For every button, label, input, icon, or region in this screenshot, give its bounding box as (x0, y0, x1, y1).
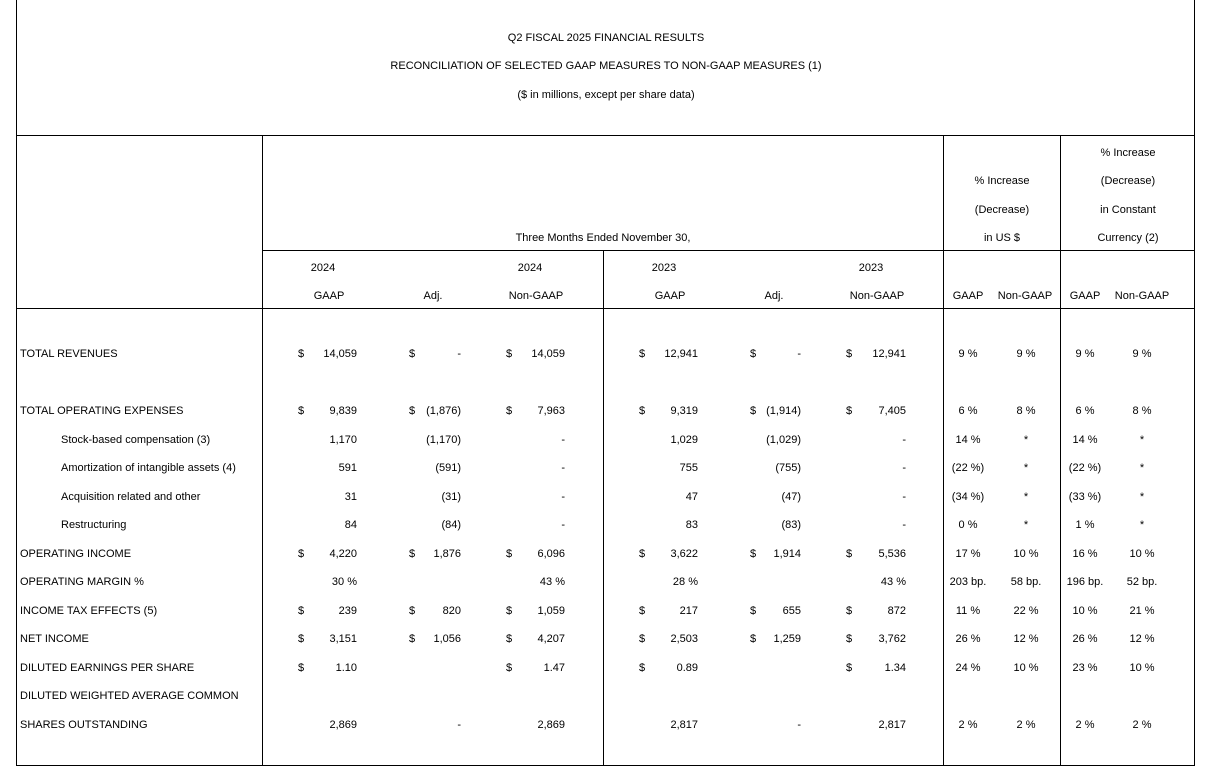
currency-symbol: $ (298, 348, 305, 360)
table-cell: 9 % (1075, 348, 1095, 360)
currency-symbol: $ (298, 605, 305, 617)
table-cell: - (457, 719, 461, 731)
table-cell: (33 %) (1068, 491, 1102, 503)
table-cell: - (797, 719, 801, 731)
table-cell: 8 % (1016, 405, 1036, 417)
table-cell: 30 % (331, 576, 357, 588)
table-cell: - (797, 348, 801, 360)
table-cell: 1,029 (670, 434, 698, 446)
table-cell: 6,096 (537, 548, 565, 560)
report-units-note: ($ in millions, except per share data) (517, 89, 695, 101)
currency-symbol: $ (750, 348, 757, 360)
table-cell: 9,319 (670, 405, 698, 417)
row-label: OPERATING MARGIN % (20, 576, 144, 588)
col-header-non-gaap: Non-GAAP (997, 290, 1053, 302)
rule-pct-cc (1060, 135, 1061, 766)
table-cell: 12,941 (664, 348, 698, 360)
table-cell: 58 bp. (1010, 576, 1042, 588)
pct-cc-header-3: in Constant (1100, 204, 1156, 216)
currency-symbol: $ (506, 633, 513, 645)
table-cell: 31 (344, 491, 357, 503)
table-cell: 9,839 (329, 405, 357, 417)
table-cell: 2,503 (670, 633, 698, 645)
table-cell: - (561, 519, 565, 531)
year-header: 2024 (310, 262, 336, 274)
table-cell: 1,259 (773, 633, 801, 645)
row-label: SHARES OUTSTANDING (20, 719, 148, 731)
pct-us-header-2: (Decrease) (974, 204, 1030, 216)
report-title: Q2 FISCAL 2025 FINANCIAL RESULTS (507, 32, 705, 44)
row-label: Amortization of intangible assets (4) (61, 462, 236, 474)
table-cell: 12 % (1013, 633, 1039, 645)
table-cell: * (1023, 519, 1029, 531)
col-header-gaap: GAAP (654, 290, 686, 302)
pct-us-header-1: % Increase (974, 175, 1030, 187)
currency-symbol: $ (506, 405, 513, 417)
currency-symbol: $ (639, 605, 646, 617)
table-cell: 84 (344, 519, 357, 531)
currency-symbol: $ (506, 548, 513, 560)
table-cell: 3,622 (670, 548, 698, 560)
table-cell: 47 (685, 491, 698, 503)
table-cell: 2,869 (329, 719, 357, 731)
table-cell: (1,914) (766, 405, 801, 417)
year-header: 2023 (651, 262, 677, 274)
currency-symbol: $ (750, 605, 757, 617)
table-cell: 43 % (880, 576, 906, 588)
table-cell: (31) (441, 491, 461, 503)
table-cell: 2,817 (670, 719, 698, 731)
table-cell: 11 % (955, 605, 981, 617)
table-cell: 12 % (1129, 633, 1155, 645)
table-cell: 1.10 (335, 662, 357, 674)
table-cell: 17 % (955, 548, 981, 560)
table-cell: 5,536 (878, 548, 906, 560)
currency-symbol: $ (298, 405, 305, 417)
table-cell: 1,056 (433, 633, 461, 645)
table-cell: 22 % (1013, 605, 1039, 617)
col-header-gaap: GAAP (952, 290, 984, 302)
table-cell: (84) (441, 519, 461, 531)
row-label: Stock-based compensation (3) (61, 434, 211, 446)
row-label: INCOME TAX EFFECTS (5) (20, 605, 158, 617)
currency-symbol: $ (298, 662, 305, 674)
table-cell: 239 (338, 605, 357, 617)
rule-title-bottom (16, 135, 1195, 136)
table-cell: - (561, 462, 565, 474)
table-cell: 4,220 (329, 548, 357, 560)
row-label: Acquisition related and other (61, 491, 201, 503)
table-cell: * (1023, 434, 1029, 446)
table-cell: (1,876) (426, 405, 461, 417)
table-cell: * (1023, 462, 1029, 474)
table-cell: 1.34 (884, 662, 906, 674)
table-cell: 2 % (1132, 719, 1152, 731)
table-cell: 9 % (958, 348, 978, 360)
table-cell: 14 % (1072, 434, 1098, 446)
table-cell: (47) (781, 491, 801, 503)
currency-symbol: $ (409, 633, 416, 645)
row-label: NET INCOME (20, 633, 89, 645)
table-cell: 217 (679, 605, 698, 617)
table-cell: 10 % (1013, 548, 1039, 560)
row-label: TOTAL OPERATING EXPENSES (20, 405, 184, 417)
currency-symbol: $ (409, 548, 416, 560)
table-cell: * (1139, 491, 1145, 503)
currency-symbol: $ (506, 662, 513, 674)
table-cell: 820 (442, 605, 461, 617)
table-cell: 6 % (958, 405, 978, 417)
table-cell: 1 % (1075, 519, 1095, 531)
table-cell: (1,029) (766, 434, 801, 446)
table-cell: 26 % (1072, 633, 1098, 645)
table-cell: - (561, 491, 565, 503)
table-cell: 1.47 (543, 662, 565, 674)
report-frame (16, 0, 1195, 766)
currency-symbol: $ (506, 348, 513, 360)
table-cell: 83 (685, 519, 698, 531)
year-header: 2024 (517, 262, 543, 274)
table-cell: 43 % (539, 576, 565, 588)
currency-symbol: $ (846, 548, 853, 560)
table-cell: 10 % (1013, 662, 1039, 674)
table-cell: 52 bp. (1126, 576, 1158, 588)
year-header: 2023 (858, 262, 884, 274)
table-cell: 8 % (1132, 405, 1152, 417)
currency-symbol: $ (846, 605, 853, 617)
table-cell: (22 %) (1068, 462, 1102, 474)
table-cell: 12,941 (872, 348, 906, 360)
table-cell: 203 bp. (949, 576, 987, 588)
col-header-adj: Adj. (423, 290, 443, 302)
table-cell: (83) (781, 519, 801, 531)
table-cell: 7,963 (537, 405, 565, 417)
table-cell: 755 (679, 462, 698, 474)
currency-symbol: $ (750, 548, 757, 560)
table-cell: - (902, 434, 906, 446)
table-cell: 14,059 (323, 348, 357, 360)
table-cell: 10 % (1072, 605, 1098, 617)
col-header-gaap: GAAP (1069, 290, 1101, 302)
table-cell: 23 % (1072, 662, 1098, 674)
table-cell: 26 % (955, 633, 981, 645)
currency-symbol: $ (639, 662, 646, 674)
pct-cc-header-2: (Decrease) (1100, 175, 1156, 187)
table-cell: 196 bp. (1066, 576, 1104, 588)
table-cell: 0 % (958, 519, 978, 531)
currency-symbol: $ (750, 633, 757, 645)
table-cell: 3,762 (878, 633, 906, 645)
row-label: Restructuring (61, 519, 127, 531)
table-cell: 655 (782, 605, 801, 617)
table-cell: 24 % (955, 662, 981, 674)
currency-symbol: $ (846, 405, 853, 417)
currency-symbol: $ (846, 348, 853, 360)
table-cell: (1,170) (426, 434, 461, 446)
currency-symbol: $ (409, 348, 416, 360)
rule-header-bottom (16, 308, 1195, 309)
table-cell: 872 (887, 605, 906, 617)
col-header-adj: Adj. (764, 290, 784, 302)
table-cell: 2,817 (878, 719, 906, 731)
table-cell: 1,914 (773, 548, 801, 560)
table-cell: (34 %) (951, 491, 985, 503)
table-cell: 7,405 (878, 405, 906, 417)
table-cell: - (457, 348, 461, 360)
table-cell: 3,151 (329, 633, 357, 645)
table-cell: 10 % (1129, 548, 1155, 560)
rule-pct-us (943, 135, 944, 766)
pct-us-header-3: in US $ (983, 232, 1021, 244)
currency-symbol: $ (846, 633, 853, 645)
currency-symbol: $ (846, 662, 853, 674)
report-subtitle: RECONCILIATION OF SELECTED GAAP MEASURES TO NON-GAAP MEASURES (1) (390, 60, 822, 72)
currency-symbol: $ (409, 405, 416, 417)
table-cell: (755) (775, 462, 801, 474)
table-cell: 14 % (955, 434, 981, 446)
table-cell: (22 %) (951, 462, 985, 474)
currency-symbol: $ (639, 405, 646, 417)
period-header: Three Months Ended November 30, (515, 232, 691, 244)
table-cell: 0.89 (676, 662, 698, 674)
table-cell: (591) (435, 462, 461, 474)
table-cell: - (561, 434, 565, 446)
pct-cc-header-4: Currency (2) (1097, 232, 1159, 244)
currency-symbol: $ (409, 605, 416, 617)
row-label: DILUTED WEIGHTED AVERAGE COMMON (20, 690, 239, 702)
col-header-non-gaap: Non-GAAP (1114, 290, 1170, 302)
table-cell: * (1139, 519, 1145, 531)
table-cell: - (902, 491, 906, 503)
currency-symbol: $ (298, 633, 305, 645)
table-cell: 591 (338, 462, 357, 474)
row-label: TOTAL REVENUES (20, 348, 118, 360)
table-cell: * (1139, 462, 1145, 474)
currency-symbol: $ (639, 633, 646, 645)
table-cell: 2 % (1075, 719, 1095, 731)
table-cell: 2 % (958, 719, 978, 731)
currency-symbol: $ (506, 605, 513, 617)
col-header-non-gaap: Non-GAAP (849, 290, 905, 302)
table-cell: * (1139, 434, 1145, 446)
row-label: OPERATING INCOME (20, 548, 132, 560)
currency-symbol: $ (639, 548, 646, 560)
table-cell: 21 % (1129, 605, 1155, 617)
table-cell: 1,059 (537, 605, 565, 617)
table-cell: 9 % (1132, 348, 1152, 360)
row-label: DILUTED EARNINGS PER SHARE (20, 662, 195, 674)
table-cell: 16 % (1072, 548, 1098, 560)
table-cell: - (902, 519, 906, 531)
table-cell: 1,876 (433, 548, 461, 560)
table-cell: 10 % (1129, 662, 1155, 674)
table-cell: 14,059 (531, 348, 565, 360)
col-header-non-gaap: Non-GAAP (508, 290, 564, 302)
col-header-gaap: GAAP (313, 290, 345, 302)
table-cell: 2,869 (537, 719, 565, 731)
table-cell: 2 % (1016, 719, 1036, 731)
rule-label-col (262, 135, 263, 766)
pct-cc-header-1: % Increase (1100, 147, 1156, 159)
currency-symbol: $ (750, 405, 757, 417)
table-cell: 28 % (672, 576, 698, 588)
rule-header-mid (262, 250, 1195, 251)
currency-symbol: $ (298, 548, 305, 560)
table-cell: 4,207 (537, 633, 565, 645)
table-cell: - (902, 462, 906, 474)
table-cell: 9 % (1016, 348, 1036, 360)
currency-symbol: $ (639, 348, 646, 360)
rule-2024-2023 (603, 250, 604, 766)
table-cell: * (1023, 491, 1029, 503)
table-cell: 6 % (1075, 405, 1095, 417)
table-cell: 1,170 (329, 434, 357, 446)
